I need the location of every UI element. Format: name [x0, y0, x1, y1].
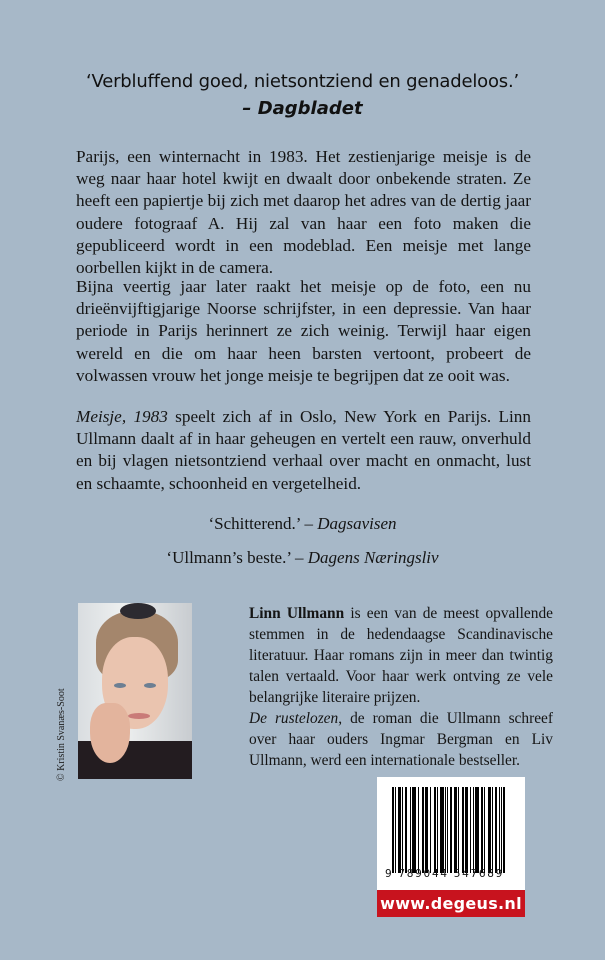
- author-bio: [249, 603, 553, 771]
- blurb-text-3: speelt zich af in Oslo, New York en Parijs. Linn Ullmann daalt af in haar geheugen en vertelt een rauw, onverhuld en bij vlagen nietsontziend verhaal over macht en onmacht, lust en schaamte, schoonheid en vergetelheid.: [76, 407, 531, 493]
- bio-text-2: , de roman die Ullmann schreef over haar ouders Ingmar Bergman en Liv Ullmann, werd een internationale bestseller.: [249, 710, 553, 769]
- review-quote-1-source: Dagsavisen: [317, 514, 397, 533]
- isbn-barcode: [377, 777, 525, 890]
- blurb-text-1: Parijs, een winternacht in 1983. Het zestienjarige meisje is de weg naar haar hotel kwijt en dwaalt door onbekende straten. Ze heeft een papiertje bij zich met daarop het adres van de dertig jaar oudere fotograaf A. Hij zal van haar een foto maken die gepubliceerd wordt in een modeblad. Een meisje met lange oorbellen kijkt in de camera.: [76, 147, 531, 278]
- bio-book-title: De rustelozen: [249, 710, 339, 727]
- review-quote-1-text: ‘Schitterend.’ –: [208, 514, 318, 533]
- photo-credit: © Kristin Svanæs-Soot: [56, 688, 67, 781]
- review-quote-2-text: ‘Ullmann’s beste.’ –: [166, 548, 308, 567]
- author-name: Linn Ullmann: [249, 605, 345, 622]
- blurb-paragraph-3: [76, 406, 531, 495]
- isbn-number: 9 789044 547689: [385, 868, 505, 880]
- review-quote-1: [0, 513, 605, 535]
- blurb-text-2: Bijna veertig jaar later raakt het meisje op de foto, een nu drieënvijftigjarige Noorse schrijfster, in een depressie. Van haar periode in Parijs herinnert ze zich weinig. Terwijl haar eigen wereld en die om haar heen barsten vertoont, probeert de volwassen vrouw het jonge meisje te begrijpen dat ze ooit was.: [76, 277, 531, 385]
- top-review-quote: [0, 68, 605, 122]
- top-quote-text: ‘Verbluffend goed, nietsontziend en genadeloos.’: [86, 71, 519, 92]
- review-quote-2-source: Dagens Næringsliv: [307, 548, 439, 567]
- book-title: Meisje, 1983: [76, 407, 168, 426]
- bio-text-1: is een van de meest opvallende stemmen in de hedendaagse Scandinavische literatuur. Haar romans zijn in meer dan twintig talen vertaald. Voor haar werk ontving ze vele belangrijke literaire prijzen.: [249, 605, 553, 706]
- author-photo: [78, 603, 192, 779]
- blurb-paragraph-1: [76, 146, 531, 279]
- review-quote-2: [0, 547, 605, 569]
- barcode-bars: [392, 787, 510, 873]
- top-quote-source: – Dagbladet: [242, 98, 363, 119]
- blurb-paragraph-2: [76, 276, 531, 387]
- publisher-url[interactable]: www.degeus.nl: [377, 890, 525, 917]
